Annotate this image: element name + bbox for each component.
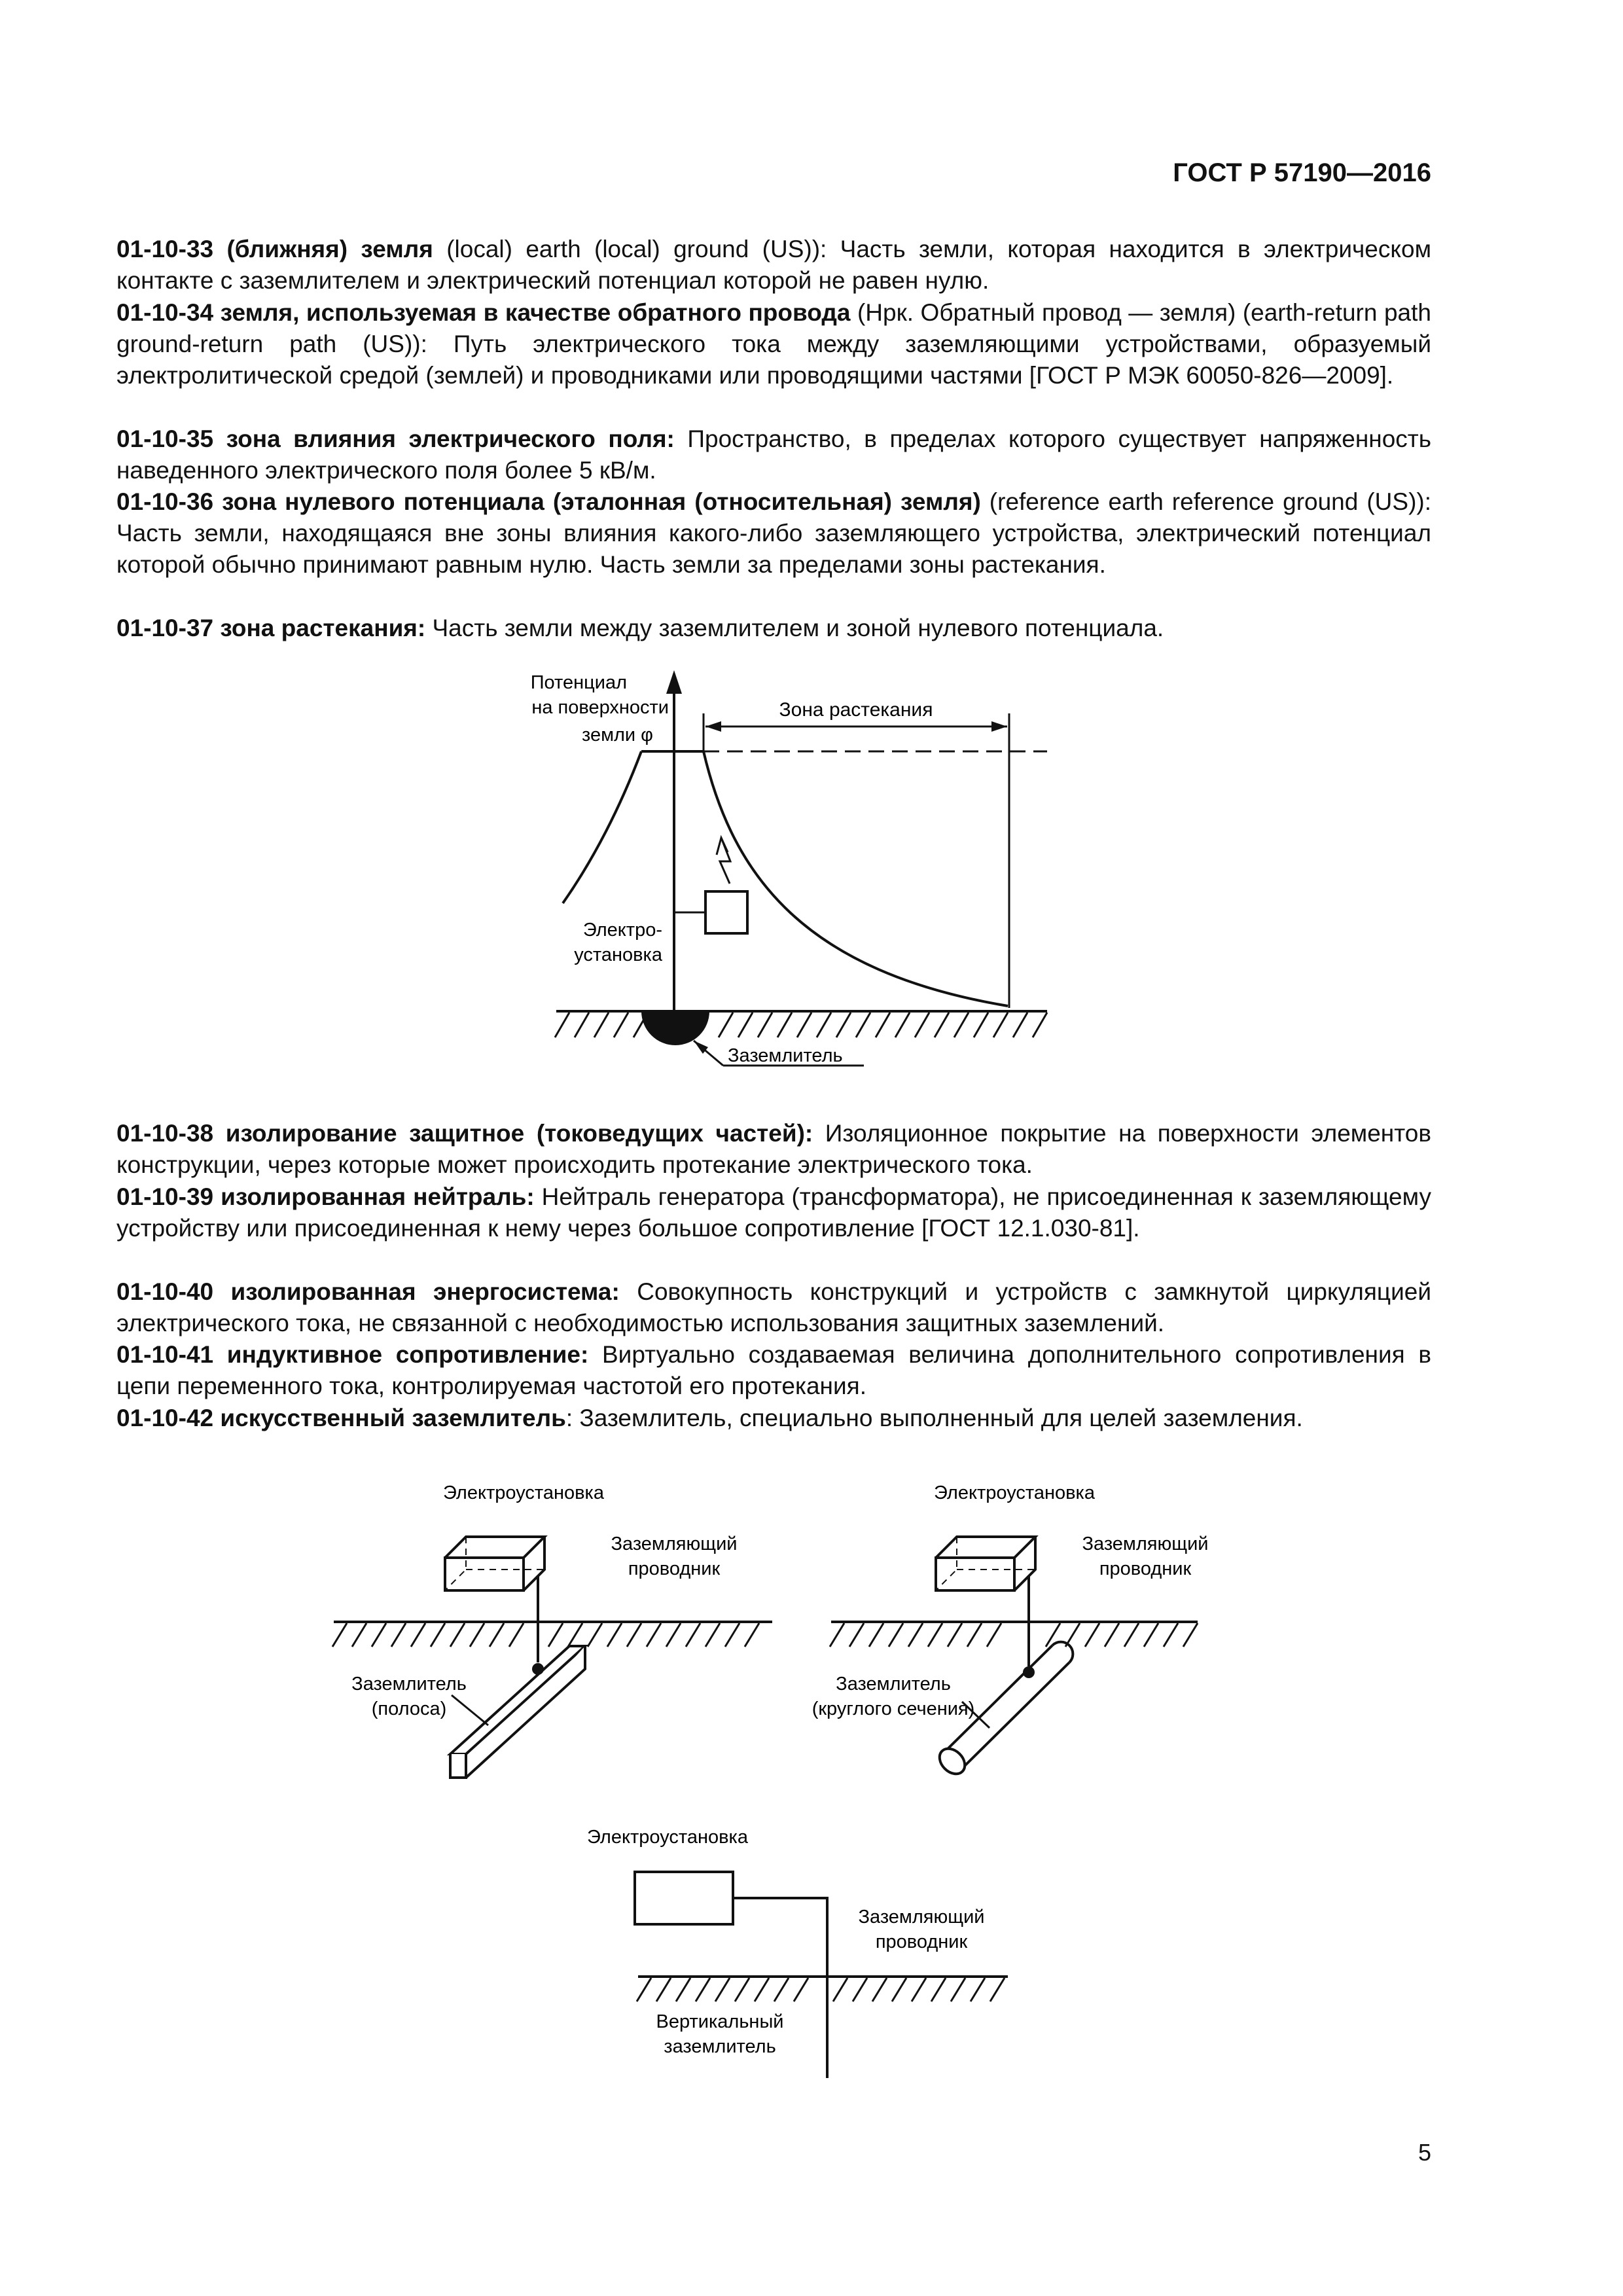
figure-round-electrode: [798, 1473, 1296, 1800]
electrode-hemisphere: [641, 1011, 709, 1045]
installation-box-3d: [445, 1537, 544, 1590]
term-text: Часть земли между заземлителем и зоной нулевого потенциала.: [425, 615, 1164, 641]
term-01-10-38: [116, 1118, 1431, 1181]
electrode-label: Заземлитель: [728, 1045, 843, 1066]
term-01-10-40: [116, 1276, 1431, 1339]
term-title: 01-10-33 (ближняя) земля: [116, 236, 433, 262]
strip-label-line1: Заземлитель: [351, 1674, 467, 1695]
conductor-label-line2: проводник: [875, 1931, 968, 1952]
term-text: Виртуально создаваемая величина дополнительного сопротивления в цепи переменного тока, контролируемая частотой его протекания.: [116, 1341, 1432, 1399]
zone-label: Зона растекания: [779, 699, 933, 721]
term-text: Изоляционное покрытие на поверхности элементов конструкции, через которые может происходить протекание электрического тока.: [116, 1120, 1431, 1178]
term-title: 01-10-41 индуктивное сопротивление:: [116, 1341, 589, 1368]
term-01-10-35: [116, 423, 1431, 486]
term-text: Совокупность конструкций и устройств с замкнутой циркуляцией электрического тока, не связанной с необходимостью использования защитных заземлений.: [116, 1278, 1432, 1336]
page-number: 5: [1418, 2139, 1431, 2166]
term-01-10-39: [116, 1181, 1431, 1276]
vertical-label-line1: Вертикальный: [656, 2011, 784, 2032]
document-id: ГОСТ Р 57190—2016: [1173, 158, 1431, 187]
figure-potential-distribution: [497, 661, 1086, 1093]
term-text: (reference earth reference ground (US)): Часть земли, находящаяся вне зоны влияния какого-либо заземляющего устройства, электрический потенциал которой обычно принимают равным нулю. Часть земли за пределами зоны растекания.: [116, 488, 1432, 578]
installation-label-line2: установка: [574, 944, 662, 965]
vertical-label-line2: заземлитель: [664, 2036, 776, 2057]
conductor-label-line1: Заземляющий: [1082, 1534, 1209, 1554]
term-01-10-33: [116, 234, 1431, 296]
figure-strip-electrode: [301, 1473, 798, 1800]
term-text: Нейтраль генератора (трансформатора), не присоединенная к заземляющему устройству или присоединенная к нему через большое сопротивление [ГОСТ 12.1.030-81].: [116, 1183, 1431, 1242]
installation-label-line1: Электро-: [582, 920, 662, 941]
term-text: : Заземлитель, специально выполненный для целей заземления.: [565, 1405, 1303, 1431]
conductor-label-line2: проводник: [1099, 1558, 1192, 1579]
installation-label: Электроустановка: [934, 1482, 1095, 1503]
potential-curve-right: [704, 751, 1008, 1006]
term-01-10-36: [116, 486, 1431, 612]
term-title: 01-10-34 земля, используемая в качестве обратного провода: [116, 299, 851, 326]
term-text: Пространство, в пределах которого существует напряженность наведенного электрического поля более 5 кВ/м.: [116, 425, 1431, 484]
round-label-line1: Заземлитель: [836, 1674, 951, 1695]
installation-box-3d: [936, 1537, 1035, 1590]
figure-vertical-electrode: [576, 1820, 1047, 2094]
conductor-label-line1: Заземляющий: [611, 1534, 738, 1554]
potential-curve-left: [563, 751, 641, 903]
conductor-label-line2: проводник: [628, 1558, 721, 1579]
installation-box: [635, 1872, 733, 1924]
installation-box: [705, 891, 747, 933]
term-title: 01-10-39 изолированная нейтраль:: [116, 1183, 535, 1210]
installation-label: Электроустановка: [443, 1482, 604, 1503]
potential-label-line1: Потенциал: [530, 672, 627, 693]
conductor-label-line1: Заземляющий: [858, 1907, 985, 1928]
potential-label-line2: на поверхности: [531, 697, 669, 718]
term-text: (local) earth (local) ground (US)): Часть земли, которая находится в электрическом контакте с заземлителем и электрический потенциал которой не равен нулю.: [116, 236, 1432, 294]
installation-label: Электроустановка: [587, 1827, 748, 1848]
term-title: 01-10-40 изолированная энергосистема:: [116, 1278, 620, 1305]
strip-label-line2: (полоса): [371, 1698, 447, 1719]
term-title: 01-10-37 зона растекания:: [116, 615, 426, 641]
connection-point: [1023, 1666, 1035, 1678]
term-title: 01-10-42 искусственный заземлитель: [116, 1405, 566, 1431]
term-01-10-37: [116, 613, 1431, 644]
connection-point: [532, 1663, 544, 1675]
potential-label-line3: земли φ: [581, 725, 653, 745]
term-text: (Нрк. Обратный провод — земля) (earth-return path ground-return path (US)): Путь электрического тока между заземляющими устройствами, образуемый электролитической средой (землей) и проводниками или проводящими частями [ГОСТ Р МЭК 60050-826—2009].: [116, 299, 1431, 389]
term-title: 01-10-38 изолирование защитное (токоведущих частей):: [116, 1120, 813, 1147]
term-01-10-41: [116, 1339, 1431, 1402]
term-title: 01-10-36 зона нулевого потенциала (эталонная (относительная) земля): [116, 488, 981, 515]
round-label-line2: (круглого сечения): [812, 1698, 975, 1719]
term-01-10-34: [116, 297, 1431, 423]
term-title: 01-10-35 зона влияния электрического поля:: [116, 425, 675, 452]
term-01-10-42: [116, 1403, 1431, 1465]
